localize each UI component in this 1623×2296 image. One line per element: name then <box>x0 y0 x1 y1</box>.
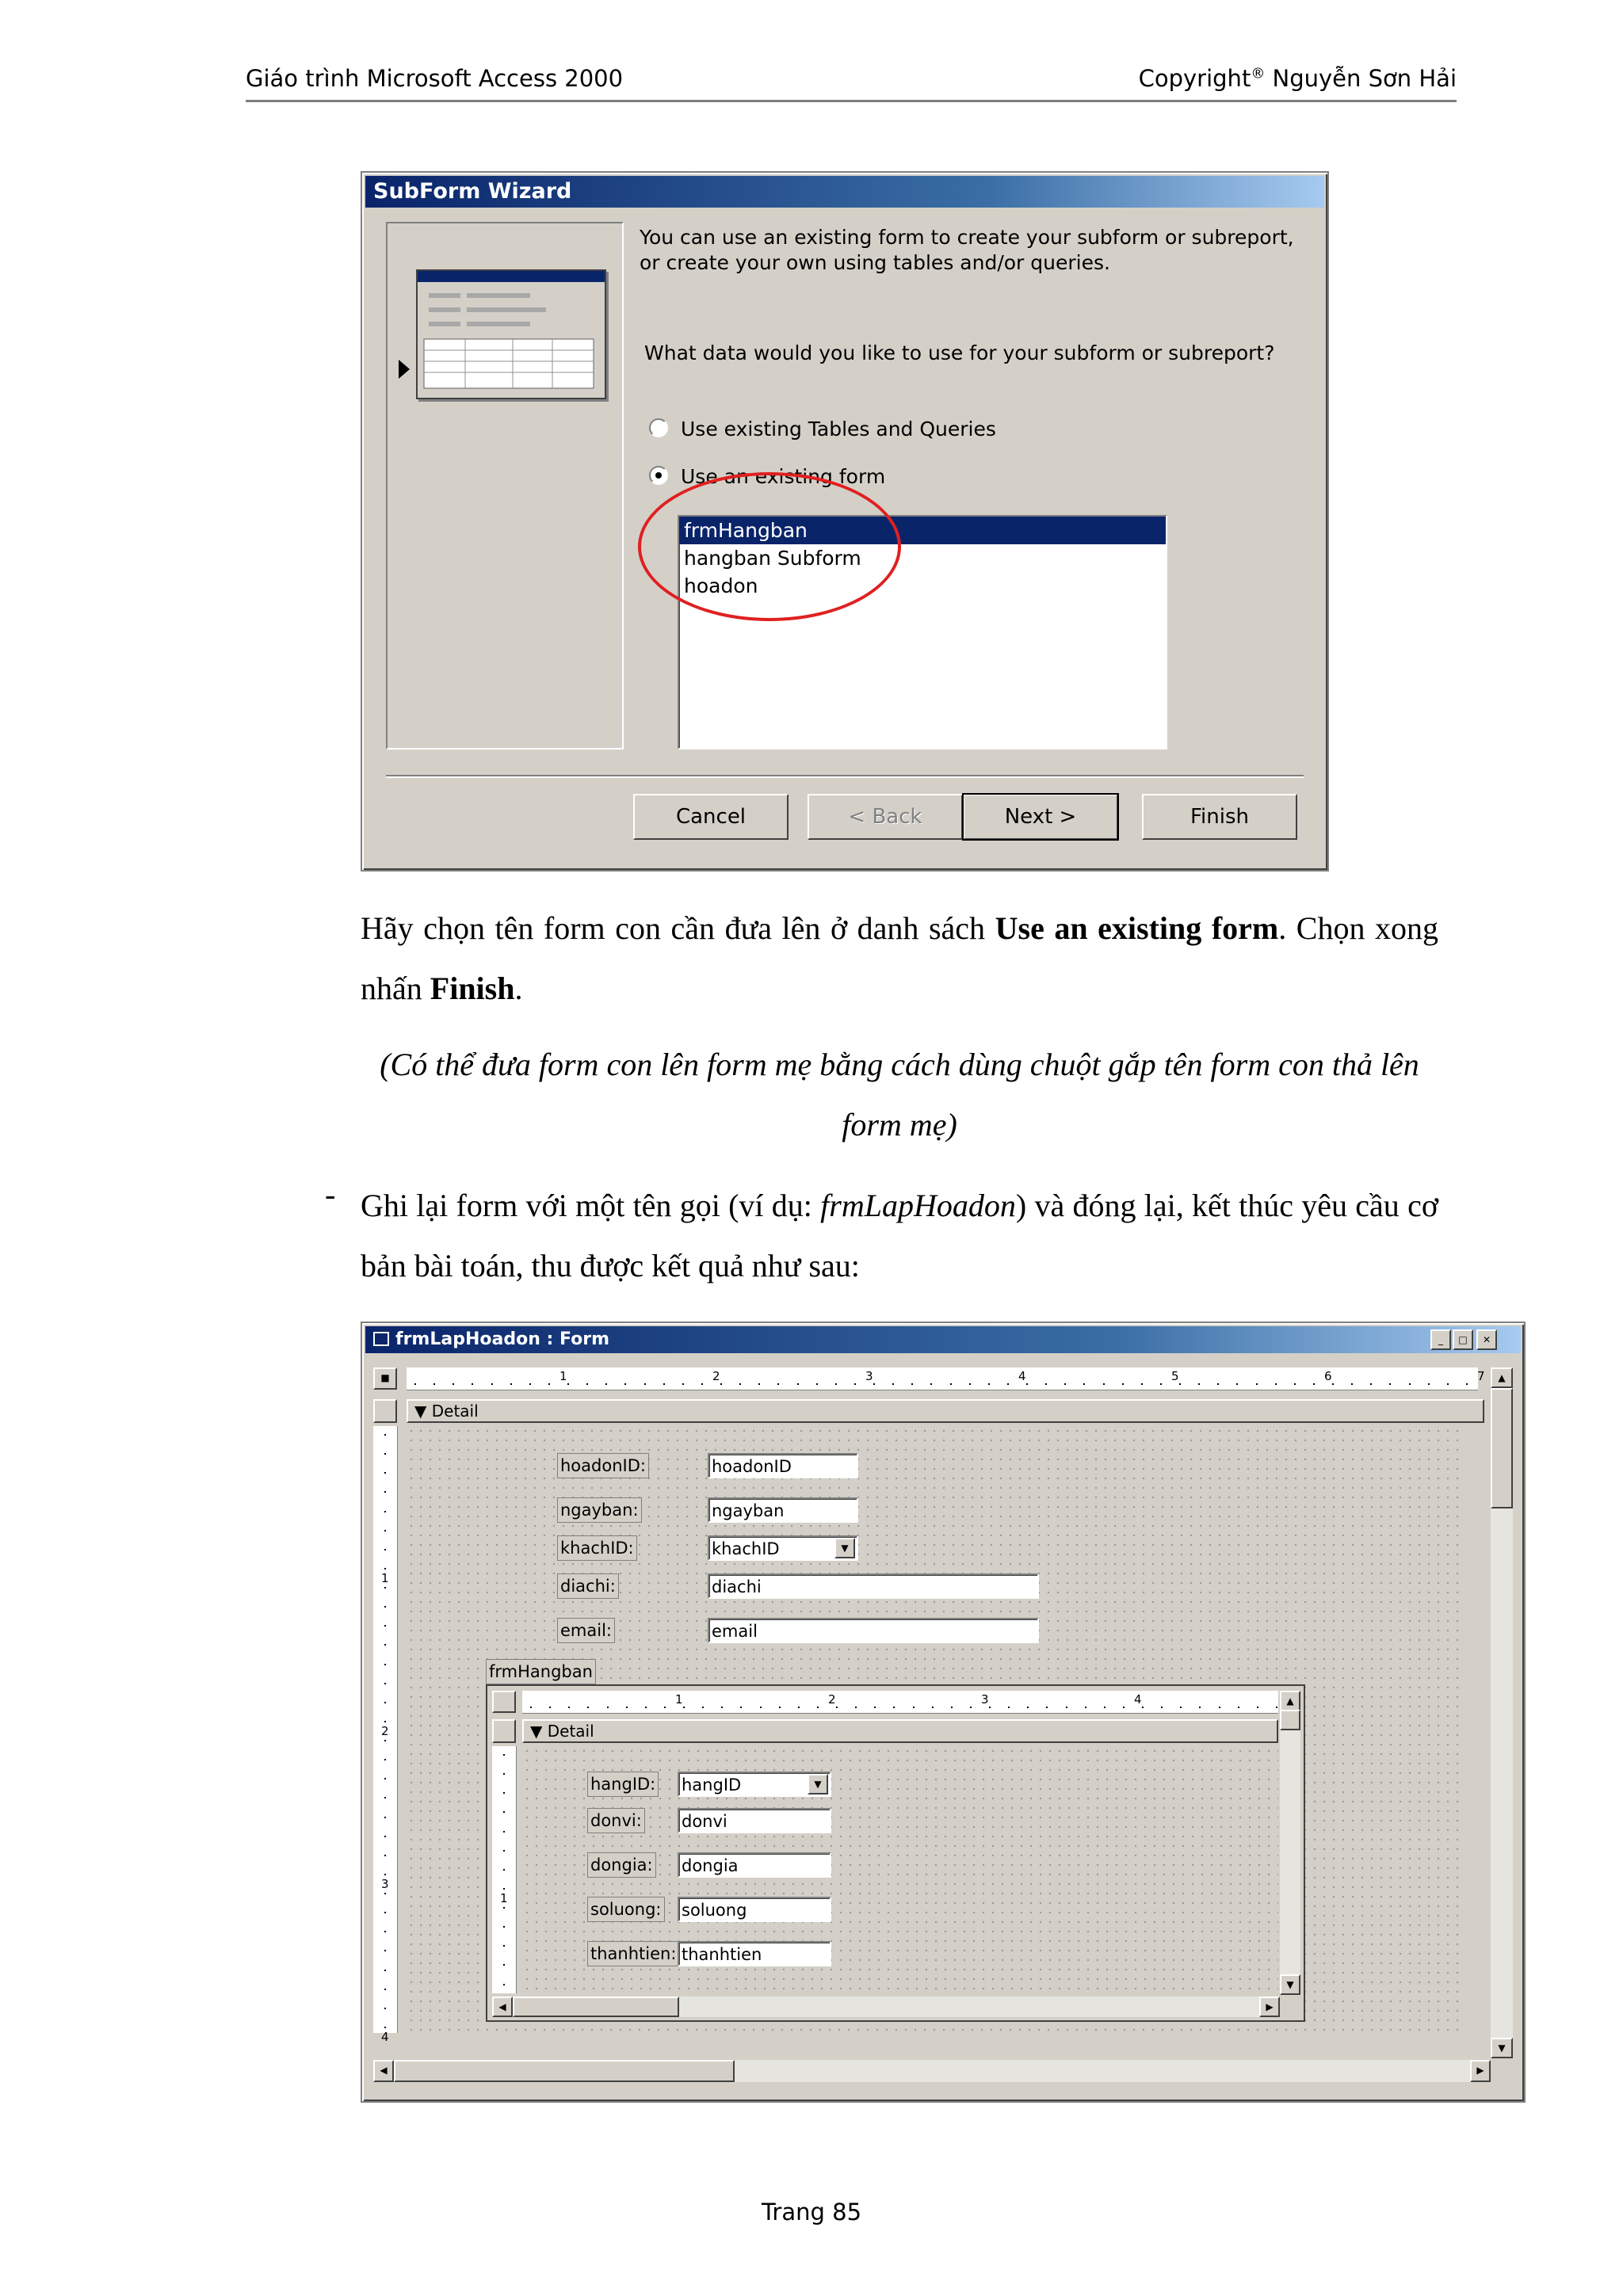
form-list-item[interactable]: hangban Subform <box>684 547 861 570</box>
header-copyright: Copyright® Nguyễn Sơn Hải <box>1138 65 1457 92</box>
close-button[interactable]: ✕ <box>1476 1329 1497 1350</box>
header-course-title: Giáo trình Microsoft Access 2000 <box>246 65 624 92</box>
field-textbox[interactable]: email <box>708 1618 1039 1643</box>
subform-field-label[interactable]: hangID: <box>587 1772 659 1797</box>
subform-form-selector[interactable] <box>492 1691 516 1713</box>
thumbnail-grid-icon <box>418 282 601 395</box>
page-number: Trang 85 <box>761 2199 862 2225</box>
field-textbox[interactable]: ngayban <box>708 1497 858 1523</box>
field-label[interactable]: ngayban: <box>557 1497 642 1523</box>
radio-use-tables-label[interactable]: Use existing Tables and Queries <box>681 418 996 441</box>
wizard-separator <box>386 775 1304 778</box>
radio-use-existing-form-label[interactable]: Use an existing form <box>681 465 886 488</box>
ruler-number: 4 <box>1018 1369 1026 1383</box>
wizard-preview-panel <box>386 222 624 749</box>
subform-field-label[interactable]: soluong: <box>587 1897 665 1922</box>
form-icon <box>373 1332 389 1346</box>
wizard-question-text: What data would you like to use for your subform or subreport? <box>644 341 1275 364</box>
detail-selector[interactable] <box>373 1399 397 1423</box>
bullet-dash: - <box>325 1177 336 1212</box>
ruler-number: 1 <box>381 1571 389 1585</box>
subform-vertical-scrollbar[interactable]: ▲ ▼ <box>1280 1691 1300 1995</box>
field-label[interactable]: diachi: <box>557 1573 619 1599</box>
cancel-button[interactable]: Cancel <box>633 794 789 840</box>
form-list-item[interactable]: hoadon <box>684 574 758 597</box>
subform-wizard-dialog <box>361 171 1329 871</box>
radio-use-tables[interactable] <box>649 418 668 437</box>
subform-control[interactable] <box>486 1684 1305 2022</box>
form-vertical-scrollbar[interactable]: ▲ ▼ <box>1491 1367 1513 2058</box>
note-paragraph: (Có thể đưa form con lên form mẹ bằng cách dùng chuột gắp tên form con thả lên form mẹ) <box>380 1047 1419 1142</box>
detail-design-grid <box>407 1426 1459 2033</box>
ruler-number: 1 <box>559 1369 567 1383</box>
wizard-title: SubForm Wizard <box>365 176 1324 208</box>
subform-field-textbox[interactable]: soluong <box>678 1897 831 1922</box>
wizard-intro-text: You can use an existing form to create your subform or subreport, or create your own using tables and/or queries. <box>640 226 1294 274</box>
instruction-paragraph: Hãy chọn tên form con cần đưa lên ở danh sách Use an existing form. Chọn xong nhấn Finish. <box>361 910 1438 1006</box>
ruler-number: 4 <box>381 2030 389 2044</box>
ruler-number: 2 <box>712 1369 720 1383</box>
field-label[interactable]: hoadonID: <box>557 1453 649 1478</box>
form-list-item[interactable]: frmHangban <box>679 517 1166 544</box>
preview-form-thumbnail <box>416 269 606 399</box>
subform-field-textbox[interactable]: thanhtien <box>678 1941 831 1966</box>
ruler-number: 1 <box>675 1692 683 1707</box>
ruler-number: 6 <box>1324 1369 1332 1383</box>
field-textbox[interactable]: diachi <box>708 1573 1039 1599</box>
ruler-number: 5 <box>1171 1369 1179 1383</box>
subform-horizontal-scrollbar[interactable]: ◀ ▶ <box>492 1997 1280 2017</box>
ruler-number: 4 <box>1134 1692 1142 1707</box>
detail-section-bar[interactable]: ▼ Detail <box>407 1399 1484 1423</box>
subform-field-label[interactable]: thanhtien: <box>587 1941 679 1966</box>
annotation-circle <box>638 472 901 621</box>
combo-dropdown-icon[interactable]: ▼ <box>808 1774 828 1794</box>
minimize-button[interactable]: _ <box>1430 1329 1451 1350</box>
subform-vertical-ruler <box>492 1746 517 1993</box>
form-window-title: frmLapHoadon : Form <box>395 1329 609 1349</box>
form-design-window <box>361 1322 1526 2103</box>
finish-button[interactable]: Finish <box>1142 794 1297 840</box>
ruler-number: 3 <box>865 1369 873 1383</box>
ruler-number: 3 <box>381 1877 389 1891</box>
detail-arrow-icon: ▼ <box>414 1402 432 1421</box>
subform-detail-arrow-icon: ▼ <box>530 1722 548 1741</box>
subform-field-textbox[interactable]: hangID <box>678 1772 831 1797</box>
combo-dropdown-icon[interactable]: ▼ <box>834 1538 855 1558</box>
ruler-number: 2 <box>828 1692 836 1707</box>
field-label[interactable]: khachID: <box>557 1535 637 1561</box>
vertical-ruler <box>373 1426 398 2044</box>
save-form-paragraph: Ghi lại form với một tên gọi (ví dụ: frmLapHoadon) và đóng lại, kết thúc yêu cầu cơ bản bài toán, thu được kết quả như sau: <box>361 1188 1438 1283</box>
subform-label[interactable]: frmHangban <box>486 1659 596 1684</box>
next-button[interactable]: Next > <box>963 794 1118 840</box>
subform-design-grid <box>522 1746 1278 1993</box>
ruler-number: 3 <box>981 1692 989 1707</box>
form-window-titlebar <box>365 1326 1521 1353</box>
horizontal-ruler <box>407 1367 1485 1390</box>
ruler-number: 1 <box>500 1891 508 1905</box>
field-label[interactable]: email: <box>557 1618 615 1643</box>
subform-field-label[interactable]: dongia: <box>587 1852 656 1878</box>
radio-use-existing-form[interactable] <box>649 466 668 485</box>
preview-pointer-icon <box>399 360 410 379</box>
subform-field-textbox[interactable]: dongia <box>678 1852 831 1878</box>
ruler-number: 7 <box>1477 1369 1485 1383</box>
subform-horizontal-ruler <box>522 1691 1278 1714</box>
subform-field-label[interactable]: donvi: <box>587 1808 645 1833</box>
form-selector[interactable]: ■ <box>373 1367 397 1390</box>
maximize-button[interactable]: □ <box>1453 1329 1473 1350</box>
back-button[interactable]: < Back <box>808 794 963 840</box>
subform-detail-selector[interactable] <box>492 1719 516 1743</box>
form-horizontal-scrollbar[interactable]: ◀ ▶ <box>373 2060 1491 2082</box>
ruler-number: 2 <box>381 1724 389 1738</box>
subform-detail-bar[interactable]: ▼ Detail <box>522 1719 1278 1743</box>
subform-field-textbox[interactable]: donvi <box>678 1808 831 1833</box>
field-textbox[interactable]: khachID <box>708 1535 858 1561</box>
header-rule <box>246 100 1457 102</box>
field-textbox[interactable]: hoadonID <box>708 1453 858 1478</box>
